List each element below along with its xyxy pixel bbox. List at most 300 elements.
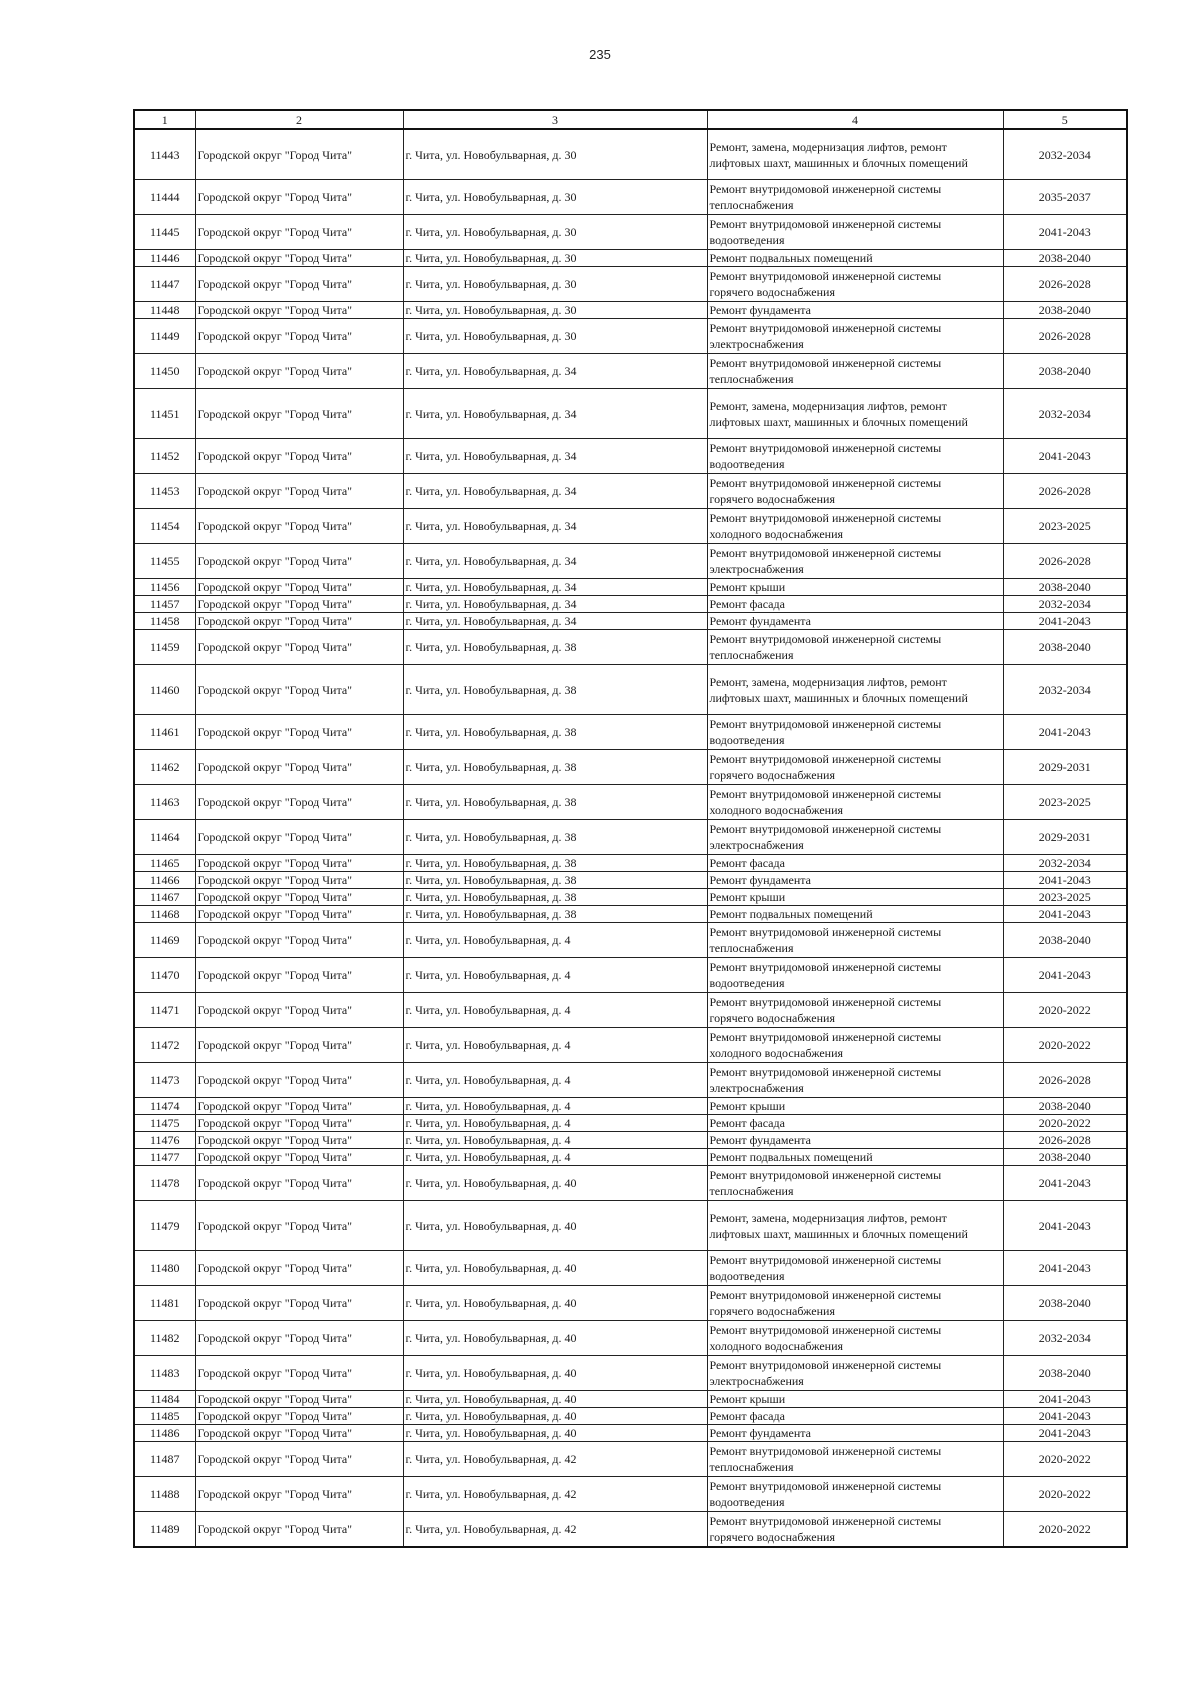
row-number-cell: 11488	[134, 1477, 195, 1512]
work-type-line: электроснабжения	[709, 1374, 804, 1388]
work-type-line: Ремонт внутридомовой инженерной системы	[709, 787, 942, 801]
address-cell: г. Чита, ул. Новобульварная, д. 40	[403, 1408, 707, 1425]
table-row	[134, 1201, 1127, 1251]
work-type-cell	[707, 906, 1003, 923]
address-cell: г. Чита, ул. Новобульварная, д. 30	[403, 129, 707, 180]
address-cell: г. Чита, ул. Новобульварная, д. 34	[403, 354, 707, 389]
row-number-cell: 11463	[134, 785, 195, 820]
work-type-line: водоотведения	[709, 233, 785, 247]
municipality-cell: Городской округ "Город Чита"	[195, 923, 403, 958]
address-cell: г. Чита, ул. Новобульварная, д. 30	[403, 215, 707, 250]
address-cell: г. Чита, ул. Новобульварная, д. 4	[403, 1132, 707, 1149]
work-type-cell	[707, 958, 1003, 993]
address-cell: г. Чита, ул. Новобульварная, д. 38	[403, 750, 707, 785]
address-cell: г. Чита, ул. Новобульварная, д. 40	[403, 1251, 707, 1286]
row-number-cell: 11482	[134, 1321, 195, 1356]
row-number-cell: 11457	[134, 596, 195, 613]
table-row	[134, 1356, 1127, 1391]
column-header-1: 1	[134, 110, 195, 129]
work-type-cell	[707, 1356, 1003, 1391]
municipality-cell: Городской округ "Город Чита"	[195, 665, 403, 715]
work-type-line: Ремонт крыши	[709, 580, 786, 594]
row-number-cell: 11479	[134, 1201, 195, 1251]
municipality-cell: Городской округ "Город Чита"	[195, 1149, 403, 1166]
period-cell: 2029-2031	[1003, 750, 1127, 785]
work-type-line: Ремонт внутридомовой инженерной системы	[709, 476, 942, 490]
municipality-cell: Городской округ "Город Чита"	[195, 1132, 403, 1149]
period-cell: 2032-2034	[1003, 389, 1127, 439]
work-type-cell	[707, 250, 1003, 267]
municipality-cell: Городской округ "Город Чита"	[195, 785, 403, 820]
work-type-cell	[707, 993, 1003, 1028]
table-row	[134, 993, 1127, 1028]
period-cell: 2020-2022	[1003, 1115, 1127, 1132]
work-type-line: Ремонт крыши	[709, 1099, 786, 1113]
period-cell: 2041-2043	[1003, 215, 1127, 250]
work-type-line: Ремонт подвальных помещений	[709, 907, 873, 921]
municipality-cell: Городской округ "Город Чита"	[195, 596, 403, 613]
table-row	[134, 1477, 1127, 1512]
address-cell: г. Чита, ул. Новобульварная, д. 4	[403, 1115, 707, 1132]
table-row	[134, 1115, 1127, 1132]
work-type-line: Ремонт внутридомовой инженерной системы	[709, 1065, 942, 1079]
work-type-cell	[707, 1477, 1003, 1512]
table-row	[134, 923, 1127, 958]
period-cell: 2032-2034	[1003, 855, 1127, 872]
municipality-cell: Городской округ "Город Чита"	[195, 1166, 403, 1201]
municipality-cell: Городской округ "Город Чита"	[195, 1408, 403, 1425]
municipality-cell: Городской округ "Город Чита"	[195, 267, 403, 302]
table-row	[134, 1286, 1127, 1321]
work-type-line: Ремонт, замена, модернизация лифтов, ремонт	[709, 139, 947, 154]
work-type-cell	[707, 129, 1003, 180]
period-cell: 2041-2043	[1003, 439, 1127, 474]
address-cell: г. Чита, ул. Новобульварная, д. 4	[403, 993, 707, 1028]
work-type-cell	[707, 1201, 1003, 1251]
period-cell: 2026-2028	[1003, 1063, 1127, 1098]
row-number-cell: 11450	[134, 354, 195, 389]
address-cell: г. Чита, ул. Новобульварная, д. 30	[403, 250, 707, 267]
period-cell: 2029-2031	[1003, 820, 1127, 855]
address-cell: г. Чита, ул. Новобульварная, д. 30	[403, 319, 707, 354]
work-type-line: лифтовых шахт, машинных и блочных помещений	[709, 1226, 968, 1241]
municipality-cell: Городской округ "Город Чита"	[195, 750, 403, 785]
work-type-cell	[707, 1028, 1003, 1063]
row-number-cell: 11443	[134, 129, 195, 180]
work-type-line: Ремонт внутридомовой инженерной системы	[709, 1253, 942, 1267]
work-type-line: Ремонт фасада	[709, 1409, 785, 1423]
work-type-line: электроснабжения	[709, 337, 804, 351]
work-type-line: Ремонт фундамента	[709, 1133, 811, 1147]
work-type-line: холодного водоснабжения	[709, 527, 844, 541]
table-row	[134, 1063, 1127, 1098]
work-type-line: лифтовых шахт, машинных и блочных помещений	[709, 690, 968, 705]
row-number-cell: 11475	[134, 1115, 195, 1132]
work-type-cell	[707, 785, 1003, 820]
row-number-cell: 11462	[134, 750, 195, 785]
work-type-cell	[707, 439, 1003, 474]
work-type-line: Ремонт внутридомовой инженерной системы	[709, 182, 942, 196]
municipality-cell: Городской округ "Город Чита"	[195, 1201, 403, 1251]
work-type-line: Ремонт внутридомовой инженерной системы	[709, 1514, 942, 1528]
work-type-line: Ремонт внутридомовой инженерной системы	[709, 1479, 942, 1493]
work-type-line: холодного водоснабжения	[709, 1046, 844, 1060]
work-type-line: Ремонт внутридомовой инженерной системы	[709, 1444, 942, 1458]
row-number-cell: 11468	[134, 906, 195, 923]
period-cell: 2041-2043	[1003, 613, 1127, 630]
work-type-line: холодного водоснабжения	[709, 803, 844, 817]
work-type-line: Ремонт, замена, модернизация лифтов, ремонт	[709, 398, 947, 413]
work-type-cell	[707, 750, 1003, 785]
table-row	[134, 889, 1127, 906]
row-number-cell: 11480	[134, 1251, 195, 1286]
municipality-cell: Городской округ "Город Чита"	[195, 250, 403, 267]
address-cell: г. Чита, ул. Новобульварная, д. 42	[403, 1477, 707, 1512]
work-type-cell	[707, 1425, 1003, 1442]
address-cell: г. Чита, ул. Новобульварная, д. 38	[403, 715, 707, 750]
period-cell: 2041-2043	[1003, 1425, 1127, 1442]
municipality-cell: Городской округ "Город Чита"	[195, 474, 403, 509]
period-cell: 2032-2034	[1003, 1321, 1127, 1356]
work-type-line: теплоснабжения	[709, 941, 794, 955]
row-number-cell: 11448	[134, 302, 195, 319]
row-number-cell: 11467	[134, 889, 195, 906]
work-type-cell	[707, 630, 1003, 665]
row-number-cell: 11470	[134, 958, 195, 993]
work-type-cell	[707, 855, 1003, 872]
work-type-line: горячего водоснабжения	[709, 1011, 835, 1025]
address-cell: г. Чита, ул. Новобульварная, д. 38	[403, 855, 707, 872]
table-row	[134, 855, 1127, 872]
work-type-line: водоотведения	[709, 733, 785, 747]
address-cell: г. Чита, ул. Новобульварная, д. 38	[403, 872, 707, 889]
work-type-cell	[707, 215, 1003, 250]
period-cell: 2020-2022	[1003, 993, 1127, 1028]
work-type-cell	[707, 1149, 1003, 1166]
work-type-cell	[707, 1321, 1003, 1356]
table-row	[134, 1425, 1127, 1442]
address-cell: г. Чита, ул. Новобульварная, д. 34	[403, 389, 707, 439]
period-cell: 2020-2022	[1003, 1512, 1127, 1548]
row-number-cell: 11446	[134, 250, 195, 267]
row-number-cell: 11447	[134, 267, 195, 302]
work-type-cell	[707, 596, 1003, 613]
table-row	[134, 750, 1127, 785]
table-row	[134, 509, 1127, 544]
work-type-line: Ремонт внутридомовой инженерной системы	[709, 1323, 942, 1337]
period-cell: 2038-2040	[1003, 1286, 1127, 1321]
address-cell: г. Чита, ул. Новобульварная, д. 30	[403, 267, 707, 302]
address-cell: г. Чита, ул. Новобульварная, д. 42	[403, 1442, 707, 1477]
work-type-line: Ремонт внутридомовой инженерной системы	[709, 217, 942, 231]
row-number-cell: 11469	[134, 923, 195, 958]
work-type-line: лифтовых шахт, машинных и блочных помещений	[709, 155, 968, 170]
work-type-line: Ремонт внутридомовой инженерной системы	[709, 822, 942, 836]
table-row	[134, 630, 1127, 665]
work-type-line: водоотведения	[709, 1269, 785, 1283]
period-cell: 2041-2043	[1003, 958, 1127, 993]
municipality-cell: Городской округ "Город Чита"	[195, 544, 403, 579]
work-type-line: электроснабжения	[709, 1081, 804, 1095]
work-type-line: Ремонт внутридомовой инженерной системы	[709, 1168, 942, 1182]
table-row	[134, 1149, 1127, 1166]
table-row	[134, 1028, 1127, 1063]
work-type-line: горячего водоснабжения	[709, 1304, 835, 1318]
work-type-line: Ремонт, замена, модернизация лифтов, ремонт	[709, 674, 947, 689]
address-cell: г. Чита, ул. Новобульварная, д. 4	[403, 1098, 707, 1115]
table-row	[134, 389, 1127, 439]
work-type-line: Ремонт крыши	[709, 890, 786, 904]
work-type-line: водоотведения	[709, 976, 785, 990]
period-cell: 2026-2028	[1003, 1132, 1127, 1149]
municipality-cell: Городской округ "Город Чита"	[195, 180, 403, 215]
table-row	[134, 1442, 1127, 1477]
table-row	[134, 820, 1127, 855]
address-cell: г. Чита, ул. Новобульварная, д. 4	[403, 923, 707, 958]
work-type-cell	[707, 319, 1003, 354]
municipality-cell: Городской округ "Город Чита"	[195, 872, 403, 889]
work-type-cell	[707, 1408, 1003, 1425]
row-number-cell: 11473	[134, 1063, 195, 1098]
work-type-cell	[707, 267, 1003, 302]
column-header-2: 2	[195, 110, 403, 129]
municipality-cell: Городской округ "Город Чита"	[195, 439, 403, 474]
work-type-line: Ремонт фундамента	[709, 303, 811, 317]
row-number-cell: 11454	[134, 509, 195, 544]
municipality-cell: Городской округ "Город Чита"	[195, 302, 403, 319]
row-number-cell: 11455	[134, 544, 195, 579]
work-type-cell	[707, 1115, 1003, 1132]
table-row	[134, 1098, 1127, 1115]
row-number-cell: 11456	[134, 579, 195, 596]
row-number-cell: 11444	[134, 180, 195, 215]
table-row	[134, 215, 1127, 250]
period-cell: 2023-2025	[1003, 509, 1127, 544]
row-number-cell: 11459	[134, 630, 195, 665]
municipality-cell: Городской округ "Город Чита"	[195, 715, 403, 750]
table-row	[134, 1132, 1127, 1149]
work-type-line: Ремонт подвальных помещений	[709, 251, 873, 265]
address-cell: г. Чита, ул. Новобульварная, д. 34	[403, 544, 707, 579]
period-cell: 2020-2022	[1003, 1477, 1127, 1512]
period-cell: 2038-2040	[1003, 923, 1127, 958]
address-cell: г. Чита, ул. Новобульварная, д. 30	[403, 180, 707, 215]
work-type-cell	[707, 889, 1003, 906]
row-number-cell: 11485	[134, 1408, 195, 1425]
work-type-line: Ремонт фундамента	[709, 873, 811, 887]
address-cell: г. Чита, ул. Новобульварная, д. 40	[403, 1201, 707, 1251]
work-type-line: Ремонт внутридомовой инженерной системы	[709, 511, 942, 525]
work-type-line: Ремонт внутридомовой инженерной системы	[709, 356, 942, 370]
address-cell: г. Чита, ул. Новобульварная, д. 4	[403, 1063, 707, 1098]
period-cell: 2038-2040	[1003, 250, 1127, 267]
work-type-line: Ремонт внутридомовой инженерной системы	[709, 321, 942, 335]
work-type-line: электроснабжения	[709, 562, 804, 576]
work-type-cell	[707, 180, 1003, 215]
row-number-cell: 11477	[134, 1149, 195, 1166]
address-cell: г. Чита, ул. Новобульварная, д. 38	[403, 630, 707, 665]
work-type-cell	[707, 302, 1003, 319]
municipality-cell: Городской округ "Город Чита"	[195, 906, 403, 923]
work-type-line: теплоснабжения	[709, 198, 794, 212]
work-type-line: горячего водоснабжения	[709, 1530, 835, 1544]
row-number-cell: 11452	[134, 439, 195, 474]
table-row	[134, 250, 1127, 267]
work-type-line: Ремонт внутридомовой инженерной системы	[709, 925, 942, 939]
address-cell: г. Чита, ул. Новобульварная, д. 34	[403, 509, 707, 544]
work-type-cell	[707, 665, 1003, 715]
table-row	[134, 267, 1127, 302]
table-row	[134, 1408, 1127, 1425]
row-number-cell: 11487	[134, 1442, 195, 1477]
table-body	[134, 129, 1127, 1547]
address-cell: г. Чита, ул. Новобульварная, д. 34	[403, 439, 707, 474]
page-number: 235	[589, 47, 611, 62]
row-number-cell: 11465	[134, 855, 195, 872]
table-row	[134, 474, 1127, 509]
address-cell: г. Чита, ул. Новобульварная, д. 40	[403, 1321, 707, 1356]
table-row	[134, 958, 1127, 993]
period-cell: 2041-2043	[1003, 1391, 1127, 1408]
work-type-cell	[707, 1251, 1003, 1286]
table-row	[134, 439, 1127, 474]
table-row	[134, 613, 1127, 630]
address-cell: г. Чита, ул. Новобульварная, д. 38	[403, 665, 707, 715]
period-cell: 2020-2022	[1003, 1028, 1127, 1063]
work-type-line: Ремонт внутридомовой инженерной системы	[709, 632, 942, 646]
table-row	[134, 906, 1127, 923]
work-type-line: горячего водоснабжения	[709, 285, 835, 299]
work-type-line: Ремонт внутридомовой инженерной системы	[709, 1030, 942, 1044]
table-row	[134, 302, 1127, 319]
repair-schedule-table	[133, 109, 1128, 1548]
work-type-line: теплоснабжения	[709, 648, 794, 662]
row-number-cell: 11481	[134, 1286, 195, 1321]
table-row	[134, 544, 1127, 579]
work-type-line: Ремонт фундамента	[709, 614, 811, 628]
table-row	[134, 1166, 1127, 1201]
municipality-cell: Городской округ "Город Чита"	[195, 1028, 403, 1063]
work-type-line: Ремонт внутридомовой инженерной системы	[709, 752, 942, 766]
work-type-line: теплоснабжения	[709, 1184, 794, 1198]
row-number-cell: 11474	[134, 1098, 195, 1115]
address-cell: г. Чита, ул. Новобульварная, д. 4	[403, 1149, 707, 1166]
row-number-cell: 11445	[134, 215, 195, 250]
work-type-line: водоотведения	[709, 457, 785, 471]
period-cell: 2041-2043	[1003, 1408, 1127, 1425]
municipality-cell: Городской округ "Город Чита"	[195, 579, 403, 596]
address-cell: г. Чита, ул. Новобульварная, д. 34	[403, 613, 707, 630]
address-cell: г. Чита, ул. Новобульварная, д. 38	[403, 906, 707, 923]
period-cell: 2038-2040	[1003, 354, 1127, 389]
municipality-cell: Городской округ "Город Чита"	[195, 1512, 403, 1548]
municipality-cell: Городской округ "Город Чита"	[195, 1251, 403, 1286]
period-cell: 2023-2025	[1003, 785, 1127, 820]
period-cell: 2038-2040	[1003, 630, 1127, 665]
municipality-cell: Городской округ "Город Чита"	[195, 509, 403, 544]
work-type-cell	[707, 509, 1003, 544]
column-header-5: 5	[1003, 110, 1127, 129]
table-row	[134, 872, 1127, 889]
work-type-cell	[707, 715, 1003, 750]
address-cell: г. Чита, ул. Новобульварная, д. 38	[403, 889, 707, 906]
work-type-cell	[707, 820, 1003, 855]
municipality-cell: Городской округ "Город Чита"	[195, 993, 403, 1028]
municipality-cell: Городской округ "Город Чита"	[195, 1442, 403, 1477]
period-cell: 2041-2043	[1003, 872, 1127, 889]
work-type-line: Ремонт внутридомовой инженерной системы	[709, 995, 942, 1009]
row-number-cell: 11489	[134, 1512, 195, 1548]
period-cell: 2038-2040	[1003, 1149, 1127, 1166]
row-number-cell: 11453	[134, 474, 195, 509]
row-number-cell: 11460	[134, 665, 195, 715]
period-cell: 2038-2040	[1003, 1356, 1127, 1391]
municipality-cell: Городской округ "Город Чита"	[195, 389, 403, 439]
work-type-line: водоотведения	[709, 1495, 785, 1509]
table-row	[134, 1391, 1127, 1408]
period-cell: 2038-2040	[1003, 302, 1127, 319]
municipality-cell: Городской округ "Город Чита"	[195, 354, 403, 389]
address-cell: г. Чита, ул. Новобульварная, д. 34	[403, 579, 707, 596]
period-cell: 2041-2043	[1003, 715, 1127, 750]
work-type-cell	[707, 579, 1003, 596]
address-cell: г. Чита, ул. Новобульварная, д. 4	[403, 958, 707, 993]
period-cell: 2026-2028	[1003, 267, 1127, 302]
municipality-cell: Городской округ "Город Чита"	[195, 1391, 403, 1408]
address-cell: г. Чита, ул. Новобульварная, д. 40	[403, 1286, 707, 1321]
period-cell: 2026-2028	[1003, 474, 1127, 509]
work-type-cell	[707, 1391, 1003, 1408]
municipality-cell: Городской округ "Город Чита"	[195, 855, 403, 872]
work-type-line: Ремонт внутридомовой инженерной системы	[709, 1288, 942, 1302]
work-type-line: Ремонт, замена, модернизация лифтов, ремонт	[709, 1210, 947, 1225]
work-type-line: Ремонт крыши	[709, 1392, 786, 1406]
work-type-cell	[707, 1063, 1003, 1098]
table-row	[134, 579, 1127, 596]
work-type-line: Ремонт фундамента	[709, 1426, 811, 1440]
address-cell: г. Чита, ул. Новобульварная, д. 40	[403, 1391, 707, 1408]
work-type-cell	[707, 1132, 1003, 1149]
work-type-line: лифтовых шахт, машинных и блочных помещений	[709, 414, 968, 429]
municipality-cell: Городской округ "Город Чита"	[195, 613, 403, 630]
row-number-cell: 11478	[134, 1166, 195, 1201]
work-type-line: Ремонт фасада	[709, 597, 785, 611]
work-type-line: Ремонт подвальных помещений	[709, 1150, 873, 1164]
work-type-line: горячего водоснабжения	[709, 768, 835, 782]
period-cell: 2038-2040	[1003, 579, 1127, 596]
address-cell: г. Чита, ул. Новобульварная, д. 40	[403, 1166, 707, 1201]
work-type-cell	[707, 389, 1003, 439]
table-row	[134, 129, 1127, 180]
column-header-3: 3	[403, 110, 707, 129]
row-number-cell: 11472	[134, 1028, 195, 1063]
municipality-cell: Городской округ "Город Чита"	[195, 630, 403, 665]
work-type-line: холодного водоснабжения	[709, 1339, 844, 1353]
table-row	[134, 1321, 1127, 1356]
row-number-cell: 11484	[134, 1391, 195, 1408]
table-row	[134, 319, 1127, 354]
period-cell: 2041-2043	[1003, 906, 1127, 923]
work-type-cell	[707, 354, 1003, 389]
address-cell: г. Чита, ул. Новобульварная, д. 40	[403, 1356, 707, 1391]
work-type-cell	[707, 1512, 1003, 1548]
address-cell: г. Чита, ул. Новобульварная, д. 34	[403, 596, 707, 613]
period-cell: 2026-2028	[1003, 544, 1127, 579]
work-type-line: Ремонт внутридомовой инженерной системы	[709, 1358, 942, 1372]
work-type-line: Ремонт внутридомовой инженерной системы	[709, 269, 942, 283]
work-type-line: Ремонт фасада	[709, 1116, 785, 1130]
municipality-cell: Городской округ "Город Чита"	[195, 820, 403, 855]
